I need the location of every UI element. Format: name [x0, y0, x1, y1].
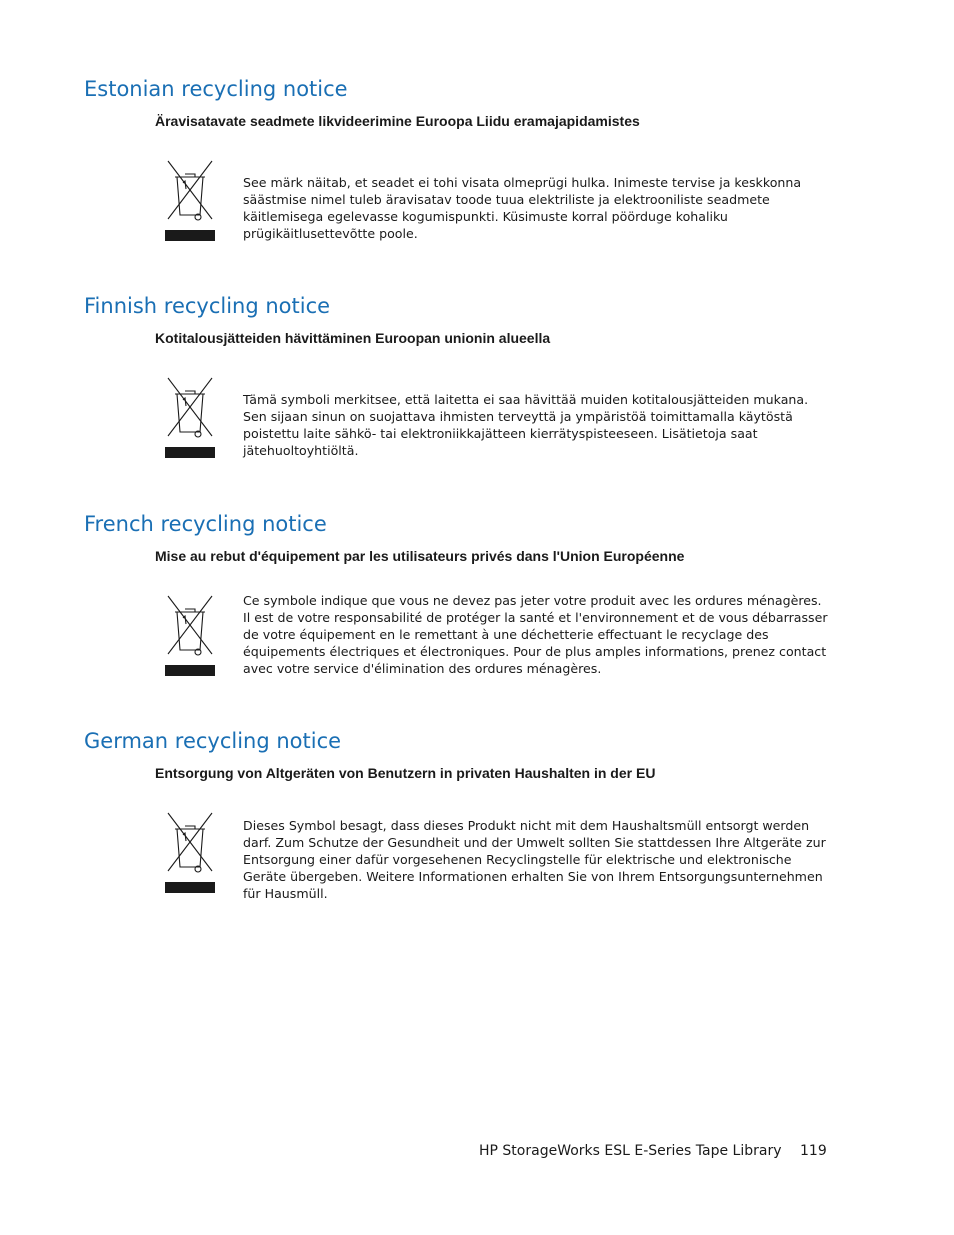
- section-subheading: Kotitalousjätteiden hävittäminen Euroopan unionin alueella: [155, 330, 551, 346]
- crossed-out-wheelie-bin-icon: [165, 592, 215, 678]
- section-body: Ce symbole indique que vous ne devez pas jeter votre produit avec les ordures ménagères. Il est de votre responsabilité de protéger la santé et l'environnement et de vous débarrasser de votre équipement en le remettant à une déchetterie effectuant le recyclage des équipements électriques et électroniques. Pour de plus amples informations, prenez contact avec votre service d'élimination des ordures ménagères.: [243, 593, 828, 676]
- section-french: [0, 512, 954, 682]
- section-heading: French recycling notice: [84, 512, 327, 536]
- section-subheading: Mise au rebut d'équipement par les utilisateurs privés dans l'Union Européenne: [155, 548, 685, 564]
- section-heading: Finnish recycling notice: [84, 294, 331, 318]
- crossed-out-wheelie-bin-icon: [165, 157, 215, 243]
- section-heading: German recycling notice: [84, 729, 342, 753]
- section-body: Tämä symboli merkitsee, että laitetta ei saa hävittää muiden kotitalousjätteiden mukana. Sen sijaan sinun on suojattava ihmisten terveyttä ja ympäristöä toimittamalla käytöstä poistettu laite sähkö- tai elektroniikkajätteen kierrätyspisteeseen. Lisätietoja saat jätehuoltoyhtiöltä.: [243, 392, 809, 458]
- section-subheading: Entsorgung von Altgeräten von Benutzern in privaten Haushalten in der EU: [155, 765, 656, 781]
- section-german: [0, 729, 954, 899]
- section-body: Dieses Symbol besagt, dass dieses Produkt nicht mit dem Haushaltsmüll entsorgt werden darf. Zum Schutze der Gesundheit und der Umwelt sollten Sie stattdessen Ihre Altgeräte zur Entsorgung einer dafür vorgesehenen Recyclingstelle für elektrische und elektronische Geräte übergeben. Weitere Informationen erhalten Sie von Ihrem Entsorgungsunternehmen für Hausmüll.: [243, 818, 826, 901]
- section-estonian: [0, 77, 954, 247]
- section-finnish: [0, 294, 954, 464]
- section-heading: Estonian recycling notice: [84, 77, 348, 101]
- section-body: See märk näitab, et seadet ei tohi visata olmeprügi hulka. Inimeste tervise ja keskkonna säästmise nimel tuleb äravisatav toode tuua elektriliste ja elektrooniliste seadmete käitlemisega egelevasse kogumispunkti. Küsimuste korral pöörduge kohaliku prügikäitlusettevõtte poole.: [243, 175, 802, 241]
- page-number: 119: [800, 1143, 827, 1159]
- crossed-out-wheelie-bin-icon: [165, 809, 215, 895]
- crossed-out-wheelie-bin-icon: [165, 374, 215, 460]
- section-subheading: Äravisatavate seadmete likvideerimine Euroopa Liidu eramajapidamistes: [155, 113, 640, 129]
- footer-title: HP StorageWorks ESL E-Series Tape Library: [479, 1143, 782, 1159]
